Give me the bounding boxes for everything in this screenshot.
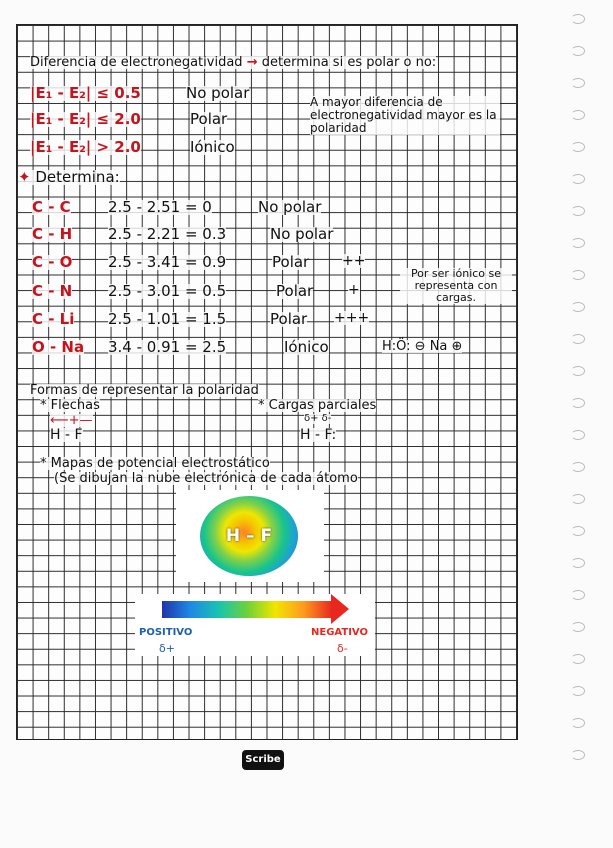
partial-charges: δ+ δ- (304, 413, 332, 424)
polarity-plus: ++ (342, 253, 366, 269)
determine-heading (18, 170, 120, 185)
condition-label: Iónico (190, 138, 235, 156)
delta-negative: δ- (337, 642, 348, 655)
condition-label: No polar (186, 84, 250, 102)
condition-formula: |E₁ - E₂| ≤ 2.0 (30, 110, 141, 128)
scale-arrowhead-icon (331, 594, 349, 624)
bond-calc: 2.5 - 2.51 = 0 (108, 198, 212, 216)
polarity-plus: + (348, 282, 360, 298)
bond-type: No polar (258, 198, 322, 216)
bond-name: C - O (32, 253, 73, 271)
maps-bullet: * Mapas de potencial electrostático (40, 456, 270, 471)
determine-marker-icon: ✦ (18, 168, 31, 186)
bond-type: No polar (270, 225, 334, 243)
maps-description: (Se dibujan la nube electrónica de cada átomo (54, 471, 358, 486)
forms-title: Formas de representar la polaridad (30, 383, 259, 398)
bond-calc: 2.5 - 3.41 = 0.9 (108, 253, 227, 271)
bond-type: Polar (270, 310, 308, 328)
header-arrow: → (246, 55, 258, 70)
condition-formula: |E₁ - E₂| > 2.0 (30, 138, 141, 156)
arrows-example: H - F (50, 427, 83, 443)
bond-calc: 2.5 - 2.21 = 0.3 (108, 225, 227, 243)
bond-type: Polar (272, 253, 310, 271)
notebook-binding-holes (571, 10, 591, 810)
bond-name: C - C (32, 198, 71, 216)
ionic-note: Por ser iónico se representa con cargas. (400, 268, 512, 304)
scale-gradient-bar (162, 601, 332, 618)
electron-cloud-sphere (200, 496, 298, 576)
bond-name: C - H (32, 225, 73, 243)
partial-charges-bullet: * Cargas parciales (258, 398, 377, 413)
determine-label: Determina: (35, 168, 120, 186)
bond-calc: 2.5 - 3.01 = 0.5 (108, 282, 227, 300)
polarity-scale (135, 594, 375, 656)
positive-label: POSITIVO (139, 627, 193, 638)
negative-label: NEGATIVO (311, 627, 368, 638)
map-label: H – F (225, 526, 273, 546)
condition-label: Polar (190, 110, 228, 128)
header-line (30, 56, 436, 69)
dipole-arrow-icon: ⟵+— (50, 413, 93, 428)
condition-formula: |E₁ - E₂| ≤ 0.5 (30, 84, 141, 102)
delta-positive: δ+ (159, 642, 175, 655)
bond-calc: 2.5 - 1.01 = 1.5 (108, 310, 227, 328)
bond-calc: 3.4 - 0.91 = 2.5 (108, 338, 227, 356)
bond-name: O - Na (32, 338, 85, 356)
header-title: Diferencia de electronegatividad (30, 55, 243, 70)
arrows-bullet: * Flechas (40, 398, 100, 413)
polarity-plus: +++ (334, 310, 370, 326)
partial-example: H - F: (300, 427, 337, 443)
scribe-watermark: Scribe (242, 750, 284, 770)
bond-name: C - N (32, 282, 73, 300)
electrostatic-map-image (176, 490, 324, 582)
header-conclusion: determina si es polar o no: (261, 55, 437, 70)
ionic-pair: H:Ö: ⊖ Na ⊕ (382, 339, 463, 354)
bond-name: C - Li (32, 310, 75, 328)
bond-type: Polar (276, 282, 314, 300)
polarity-note: A mayor diferencia de electronegatividad mayor es la polaridad (310, 96, 500, 135)
bond-type: Iónico (284, 338, 329, 356)
